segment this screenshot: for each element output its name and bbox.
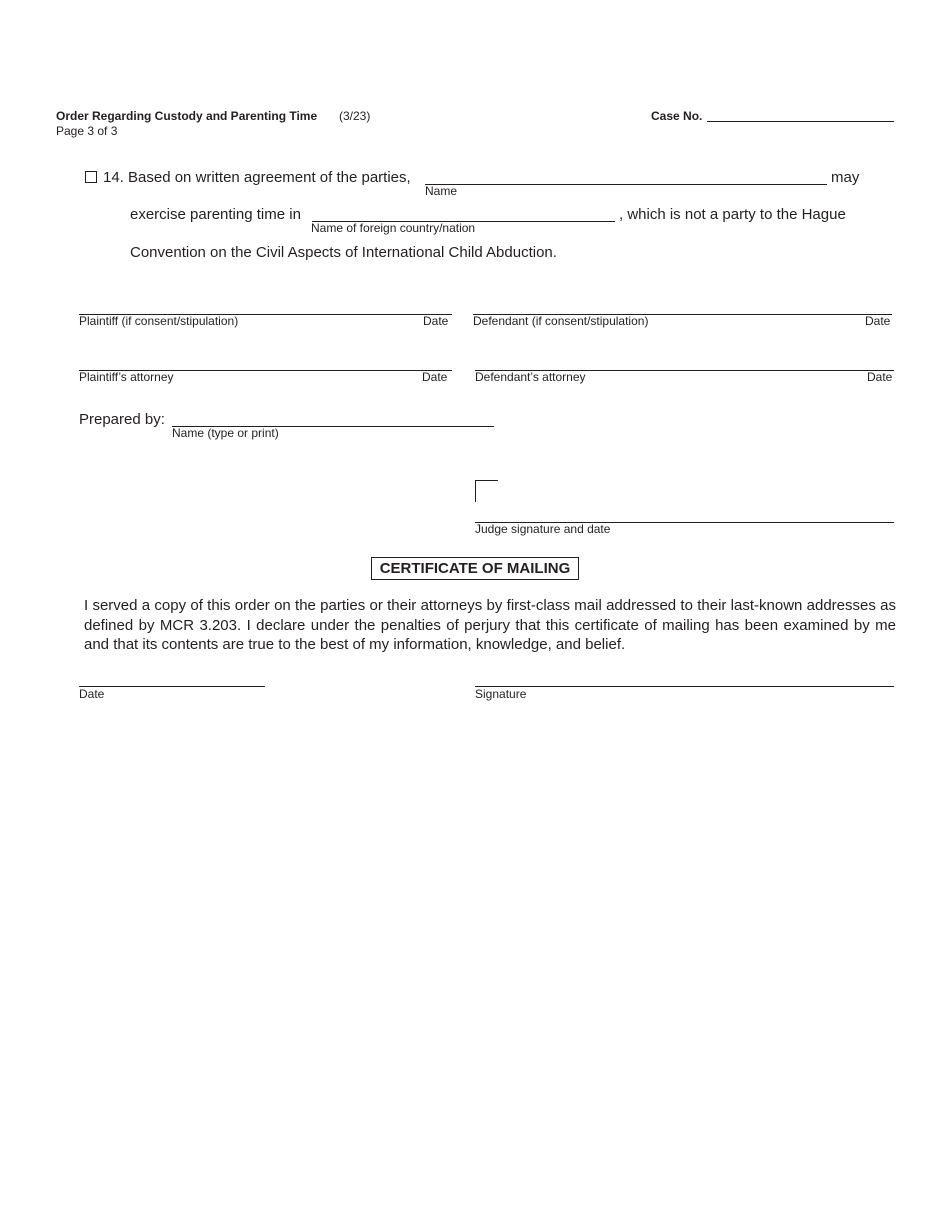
- party-name-caption: Name: [425, 184, 458, 198]
- party-name-field[interactable]: [425, 184, 827, 185]
- plaintiff-date-caption: Date: [423, 314, 449, 328]
- prepared-by-caption: Name (type or print): [172, 426, 279, 440]
- judge-signature-caption: Judge signature and date: [475, 522, 611, 536]
- prepared-by-label: Prepared by:: [79, 411, 165, 428]
- certificate-signature-caption: Signature: [475, 687, 527, 701]
- case-number-label: Case No.: [651, 109, 703, 123]
- item-14-may: may: [831, 169, 860, 186]
- form-revision: (3/23): [339, 109, 371, 123]
- certificate-date-line[interactable]: [79, 686, 265, 687]
- plaintiff-attorney-date-caption: Date: [422, 370, 448, 384]
- judge-signature-corner-mark: [475, 480, 498, 502]
- item-14-line3: Convention on the Civil Aspects of International Child Abduction.: [130, 244, 557, 261]
- certificate-date-caption: Date: [79, 687, 105, 701]
- defendant-date-caption: Date: [865, 314, 891, 328]
- item-14-text: 14. Based on written agreement of the parties,: [103, 169, 411, 186]
- plaintiff-caption: Plaintiff (if consent/stipulation): [79, 314, 239, 328]
- foreign-country-caption: Name of foreign country/nation: [311, 221, 476, 235]
- form-title: Order Regarding Custody and Parenting Time: [56, 109, 318, 123]
- defendant-caption: Defendant (if consent/stipulation): [473, 314, 649, 328]
- certificate-text: I served a copy of this order on the parties or their attorneys by first-class mail addressed to their last-known addresses as defined by MCR 3.203. I declare under the penalties of perjury that this certificate of mailing has been examined by me and that its contents are true to the best of my information, knowledge, and belief.: [84, 597, 896, 653]
- certificate-title: CERTIFICATE OF MAILING: [371, 557, 579, 580]
- case-number-field[interactable]: [707, 121, 894, 122]
- defendant-attorney-date-caption: Date: [867, 370, 893, 384]
- item-14-checkbox[interactable]: [85, 171, 97, 183]
- item-14-line2-prefix: exercise parenting time in: [130, 206, 301, 223]
- page-number: Page 3 of 3: [56, 124, 118, 138]
- plaintiff-attorney-caption: Plaintiff’s attorney: [79, 370, 174, 384]
- item-14-line2-suffix: , which is not a party to the Hague: [619, 206, 846, 223]
- certificate-signature-line[interactable]: [475, 686, 894, 687]
- defendant-attorney-caption: Defendant’s attorney: [475, 370, 586, 384]
